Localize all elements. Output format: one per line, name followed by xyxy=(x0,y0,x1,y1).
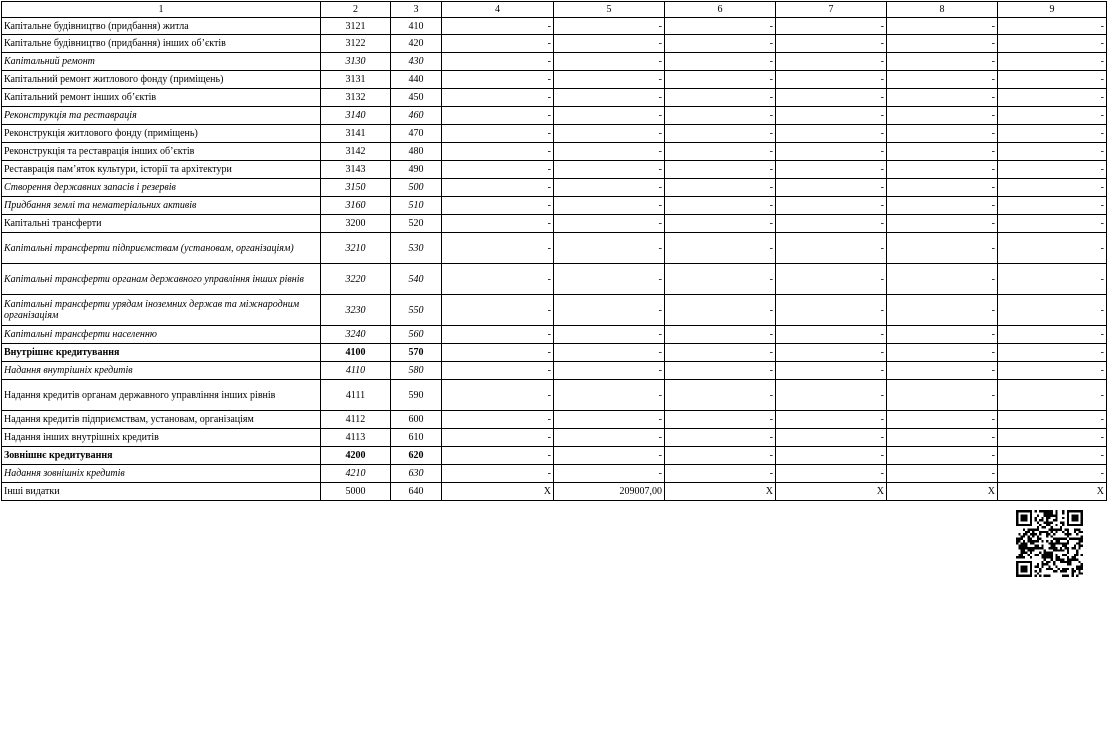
kekv-code-cell: 3132 xyxy=(321,89,391,107)
row-name: Реконструкція житлового фонду (приміщень) xyxy=(4,128,198,139)
value-cell: - xyxy=(998,429,1107,447)
row-name-cell xyxy=(2,429,321,447)
column-header: 1 xyxy=(2,2,321,18)
value-cell: - xyxy=(554,89,665,107)
row-name-cell xyxy=(2,71,321,89)
row-name: Капітальний ремонт xyxy=(4,56,95,67)
value-cell: - xyxy=(998,179,1107,197)
value-cell: - xyxy=(442,362,554,380)
value-cell: - xyxy=(776,411,887,429)
row-name-cell xyxy=(2,143,321,161)
value-cell: - xyxy=(442,71,554,89)
value-cell: - xyxy=(665,35,776,53)
value-cell: - xyxy=(887,429,998,447)
value-cell: - xyxy=(887,18,998,35)
value-cell: - xyxy=(887,362,998,380)
value-cell: X xyxy=(998,483,1107,501)
value-cell: - xyxy=(554,18,665,35)
kekv-code-cell: 3150 xyxy=(321,179,391,197)
value-cell: - xyxy=(554,197,665,215)
kekv-code-cell: 3210 xyxy=(321,233,391,264)
kekv-code-cell: 3220 xyxy=(321,264,391,295)
table-row xyxy=(2,143,1107,161)
table-row xyxy=(2,197,1107,215)
line-code-cell: 540 xyxy=(391,264,442,295)
line-code-cell: 410 xyxy=(391,18,442,35)
column-header: 2 xyxy=(321,2,391,18)
value-cell: - xyxy=(554,380,665,411)
line-code-cell: 470 xyxy=(391,125,442,143)
value-cell: - xyxy=(442,380,554,411)
value-cell: - xyxy=(776,295,887,326)
row-name: Капітальні трансферти підприємствам (установам, організаціям) xyxy=(4,242,294,254)
row-name-cell xyxy=(2,411,321,429)
value-cell: - xyxy=(776,161,887,179)
row-name-cell xyxy=(2,447,321,465)
value-cell: - xyxy=(442,429,554,447)
kekv-code-cell: 3200 xyxy=(321,215,391,233)
row-name: Реконструкція та реставрація інших об’єктів xyxy=(4,146,195,157)
column-header: 9 xyxy=(998,2,1107,18)
row-name: Внутрішнє кредитування xyxy=(4,347,120,358)
value-cell: - xyxy=(442,89,554,107)
value-cell: - xyxy=(998,411,1107,429)
kekv-code-cell: 4111 xyxy=(321,380,391,411)
value-cell: - xyxy=(554,53,665,71)
value-cell: - xyxy=(554,362,665,380)
value-cell: - xyxy=(998,107,1107,125)
value-cell: - xyxy=(887,125,998,143)
row-name-cell xyxy=(2,35,321,53)
kekv-code-cell: 3143 xyxy=(321,161,391,179)
row-name: Реконструкція та реставрація xyxy=(4,110,137,121)
value-cell: - xyxy=(776,215,887,233)
table-row xyxy=(2,411,1107,429)
budget-report-table xyxy=(1,1,1107,501)
value-cell: - xyxy=(887,53,998,71)
table-row xyxy=(2,71,1107,89)
row-name-cell xyxy=(2,179,321,197)
table-row xyxy=(2,344,1107,362)
kekv-code-cell: 3230 xyxy=(321,295,391,326)
row-name: Надання інших внутрішніх кредитів xyxy=(4,432,159,443)
value-cell: - xyxy=(776,71,887,89)
row-name-cell xyxy=(2,465,321,483)
table-row xyxy=(2,447,1107,465)
table-row xyxy=(2,295,1107,326)
table-row xyxy=(2,53,1107,71)
value-cell: - xyxy=(776,429,887,447)
value-cell: - xyxy=(554,179,665,197)
value-cell: - xyxy=(776,143,887,161)
value-cell: - xyxy=(665,179,776,197)
row-name-cell xyxy=(2,380,321,411)
value-cell: - xyxy=(887,197,998,215)
table-row xyxy=(2,161,1107,179)
line-code-cell: 610 xyxy=(391,429,442,447)
kekv-code-cell: 3141 xyxy=(321,125,391,143)
value-cell: - xyxy=(665,264,776,295)
line-code-cell: 510 xyxy=(391,197,442,215)
table-row xyxy=(2,179,1107,197)
value-cell: - xyxy=(554,233,665,264)
column-header: 5 xyxy=(554,2,665,18)
row-name: Надання внутрішніх кредитів xyxy=(4,365,133,376)
column-header: 7 xyxy=(776,2,887,18)
value-cell: - xyxy=(776,107,887,125)
value-cell: - xyxy=(665,380,776,411)
value-cell: - xyxy=(665,125,776,143)
value-cell: - xyxy=(554,411,665,429)
line-code-cell: 460 xyxy=(391,107,442,125)
value-cell: - xyxy=(554,429,665,447)
value-cell: - xyxy=(554,264,665,295)
value-cell: - xyxy=(554,447,665,465)
value-cell: - xyxy=(442,447,554,465)
value-cell: - xyxy=(998,18,1107,35)
kekv-code-cell: 4110 xyxy=(321,362,391,380)
value-cell: - xyxy=(665,447,776,465)
line-code-cell: 480 xyxy=(391,143,442,161)
value-cell: - xyxy=(665,429,776,447)
value-cell: - xyxy=(665,295,776,326)
value-cell: - xyxy=(887,344,998,362)
value-cell: - xyxy=(887,233,998,264)
value-cell: - xyxy=(887,295,998,326)
value-cell: - xyxy=(554,71,665,89)
row-name: Капітальні трансферти органам державного управління інших рівнів xyxy=(4,273,304,285)
value-cell: - xyxy=(776,197,887,215)
value-cell: - xyxy=(665,143,776,161)
value-cell: - xyxy=(442,233,554,264)
value-cell: - xyxy=(887,465,998,483)
kekv-code-cell: 3140 xyxy=(321,107,391,125)
value-cell: - xyxy=(665,53,776,71)
row-name-cell xyxy=(2,362,321,380)
table-row xyxy=(2,107,1107,125)
row-name: Надання зовнішніх кредитів xyxy=(4,468,125,479)
value-cell: - xyxy=(442,18,554,35)
value-cell: X xyxy=(776,483,887,501)
value-cell: - xyxy=(442,326,554,344)
row-name: Капітальний ремонт інших об’єктів xyxy=(4,92,157,103)
table-row xyxy=(2,429,1107,447)
value-cell: - xyxy=(887,264,998,295)
table-row xyxy=(2,326,1107,344)
value-cell: - xyxy=(998,35,1107,53)
row-name: Капітальні трансферти xyxy=(4,218,102,229)
line-code-cell: 520 xyxy=(391,215,442,233)
value-cell: - xyxy=(554,125,665,143)
row-name-cell xyxy=(2,89,321,107)
value-cell: X xyxy=(887,483,998,501)
value-cell: - xyxy=(776,233,887,264)
value-cell: - xyxy=(442,344,554,362)
line-code-cell: 640 xyxy=(391,483,442,501)
value-cell: - xyxy=(665,71,776,89)
kekv-code-cell: 3131 xyxy=(321,71,391,89)
line-code-cell: 580 xyxy=(391,362,442,380)
value-cell: - xyxy=(554,215,665,233)
table-row xyxy=(2,125,1107,143)
value-cell: X xyxy=(665,483,776,501)
line-code-cell: 490 xyxy=(391,161,442,179)
column-header: 8 xyxy=(887,2,998,18)
value-cell: - xyxy=(665,362,776,380)
value-cell: - xyxy=(776,326,887,344)
row-name-cell xyxy=(2,215,321,233)
column-header: 3 xyxy=(391,2,442,18)
qr-code xyxy=(1016,510,1083,577)
kekv-code-cell: 3240 xyxy=(321,326,391,344)
value-cell: - xyxy=(887,35,998,53)
table-row xyxy=(2,233,1107,264)
row-name-cell xyxy=(2,161,321,179)
line-code-cell: 570 xyxy=(391,344,442,362)
value-cell: - xyxy=(998,447,1107,465)
value-cell: - xyxy=(998,465,1107,483)
value-cell: - xyxy=(442,264,554,295)
table-row xyxy=(2,380,1107,411)
value-cell: - xyxy=(998,143,1107,161)
value-cell: - xyxy=(442,465,554,483)
line-code-cell: 560 xyxy=(391,326,442,344)
row-name: Інші видатки xyxy=(4,486,60,497)
table-row xyxy=(2,35,1107,53)
value-cell: - xyxy=(442,295,554,326)
value-cell: - xyxy=(554,143,665,161)
kekv-code-cell: 3142 xyxy=(321,143,391,161)
value-cell: - xyxy=(776,344,887,362)
table-row xyxy=(2,483,1107,501)
table-row xyxy=(2,264,1107,295)
value-cell: - xyxy=(998,233,1107,264)
line-code-cell: 620 xyxy=(391,447,442,465)
value-cell: - xyxy=(998,161,1107,179)
line-code-cell: 590 xyxy=(391,380,442,411)
value-cell: - xyxy=(665,89,776,107)
kekv-code-cell: 3160 xyxy=(321,197,391,215)
row-name: Капітальний ремонт житлового фонду (приміщень) xyxy=(4,74,224,85)
value-cell: - xyxy=(887,411,998,429)
line-code-cell: 420 xyxy=(391,35,442,53)
row-name: Капітальне будівництво (придбання) інших об’єктів xyxy=(4,38,226,49)
table-row xyxy=(2,362,1107,380)
row-name: Капітальне будівництво (придбання) житла xyxy=(4,20,189,32)
row-name-cell xyxy=(2,483,321,501)
row-name-cell xyxy=(2,18,321,35)
value-cell: - xyxy=(887,107,998,125)
value-cell: - xyxy=(442,161,554,179)
value-cell: - xyxy=(998,89,1107,107)
value-cell: - xyxy=(998,125,1107,143)
row-name-cell xyxy=(2,326,321,344)
value-cell: - xyxy=(554,35,665,53)
row-name: Створення державних запасів і резервів xyxy=(4,182,176,193)
kekv-code-cell: 4112 xyxy=(321,411,391,429)
value-cell: - xyxy=(554,465,665,483)
value-cell: - xyxy=(998,344,1107,362)
table-row xyxy=(2,215,1107,233)
value-cell: - xyxy=(665,197,776,215)
value-cell: - xyxy=(442,215,554,233)
value-cell: X xyxy=(442,483,554,501)
value-cell: - xyxy=(887,89,998,107)
row-name-cell xyxy=(2,344,321,362)
row-name: Надання кредитів підприємствам, установам, організаціям xyxy=(4,414,254,425)
line-code-cell: 530 xyxy=(391,233,442,264)
value-cell: - xyxy=(554,161,665,179)
value-cell: - xyxy=(442,53,554,71)
value-cell: - xyxy=(776,125,887,143)
value-cell: - xyxy=(776,89,887,107)
kekv-code-cell: 3130 xyxy=(321,53,391,71)
value-cell: - xyxy=(998,264,1107,295)
value-cell: - xyxy=(665,215,776,233)
value-cell: - xyxy=(442,411,554,429)
column-header: 4 xyxy=(442,2,554,18)
value-cell: - xyxy=(554,107,665,125)
value-cell: - xyxy=(665,161,776,179)
value-cell: - xyxy=(442,107,554,125)
value-cell: - xyxy=(554,326,665,344)
value-cell: - xyxy=(998,197,1107,215)
value-cell: - xyxy=(998,215,1107,233)
value-cell: - xyxy=(554,295,665,326)
line-code-cell: 500 xyxy=(391,179,442,197)
line-code-cell: 430 xyxy=(391,53,442,71)
value-cell: - xyxy=(998,362,1107,380)
value-cell: - xyxy=(998,295,1107,326)
value-cell: - xyxy=(665,107,776,125)
value-cell: - xyxy=(998,71,1107,89)
row-name-cell xyxy=(2,107,321,125)
value-cell: - xyxy=(776,179,887,197)
kekv-code-cell: 3122 xyxy=(321,35,391,53)
column-number-row xyxy=(2,2,1107,18)
value-cell: - xyxy=(776,35,887,53)
line-code-cell: 600 xyxy=(391,411,442,429)
table-row xyxy=(2,465,1107,483)
column-header: 6 xyxy=(665,2,776,18)
value-cell: - xyxy=(887,179,998,197)
row-name-cell xyxy=(2,233,321,264)
line-code-cell: 450 xyxy=(391,89,442,107)
value-cell: - xyxy=(887,215,998,233)
row-name-cell xyxy=(2,295,321,326)
row-name-cell xyxy=(2,53,321,71)
line-code-cell: 550 xyxy=(391,295,442,326)
value-cell: - xyxy=(998,53,1107,71)
value-cell: - xyxy=(776,53,887,71)
value-cell: - xyxy=(776,447,887,465)
value-cell: - xyxy=(776,264,887,295)
value-cell: - xyxy=(665,326,776,344)
value-cell: - xyxy=(554,344,665,362)
value-cell: - xyxy=(887,447,998,465)
row-name-cell xyxy=(2,197,321,215)
value-cell: - xyxy=(442,197,554,215)
row-name-cell xyxy=(2,264,321,295)
table-row xyxy=(2,18,1107,35)
kekv-code-cell: 4113 xyxy=(321,429,391,447)
row-name: Реставрація пам’яток культури, історії та архітектури xyxy=(4,164,232,175)
value-cell: - xyxy=(665,233,776,264)
kekv-code-cell: 3121 xyxy=(321,18,391,35)
value-cell: - xyxy=(665,18,776,35)
value-cell: - xyxy=(887,326,998,344)
value-cell: - xyxy=(442,179,554,197)
row-name: Придбання землі та нематеріальних активів xyxy=(4,200,197,211)
table-body xyxy=(2,18,1107,501)
value-cell: - xyxy=(887,143,998,161)
row-name: Капітальні трансферти урядам іноземних держав та міжнародним організаціям xyxy=(4,299,300,321)
value-cell: - xyxy=(776,380,887,411)
table-row xyxy=(2,89,1107,107)
row-name: Зовнішнє кредитування xyxy=(4,450,113,461)
line-code-cell: 630 xyxy=(391,465,442,483)
value-cell: - xyxy=(665,465,776,483)
kekv-code-cell: 5000 xyxy=(321,483,391,501)
value-cell: - xyxy=(776,465,887,483)
line-code-cell: 440 xyxy=(391,71,442,89)
value-cell: - xyxy=(442,143,554,161)
kekv-code-cell: 4210 xyxy=(321,465,391,483)
value-cell: - xyxy=(442,125,554,143)
row-name: Капітальні трансферти населенню xyxy=(4,329,157,340)
value-cell: - xyxy=(998,326,1107,344)
value-cell: - xyxy=(998,380,1107,411)
value-cell: - xyxy=(887,380,998,411)
value-cell: - xyxy=(665,411,776,429)
value-cell: 209007,00 xyxy=(554,483,665,501)
value-cell: - xyxy=(665,344,776,362)
value-cell: - xyxy=(776,18,887,35)
row-name-cell xyxy=(2,125,321,143)
value-cell: - xyxy=(887,161,998,179)
row-name: Надання кредитів органам державного управління інших рівнів xyxy=(4,389,276,401)
value-cell: - xyxy=(887,71,998,89)
value-cell: - xyxy=(442,35,554,53)
value-cell: - xyxy=(776,362,887,380)
kekv-code-cell: 4200 xyxy=(321,447,391,465)
kekv-code-cell: 4100 xyxy=(321,344,391,362)
